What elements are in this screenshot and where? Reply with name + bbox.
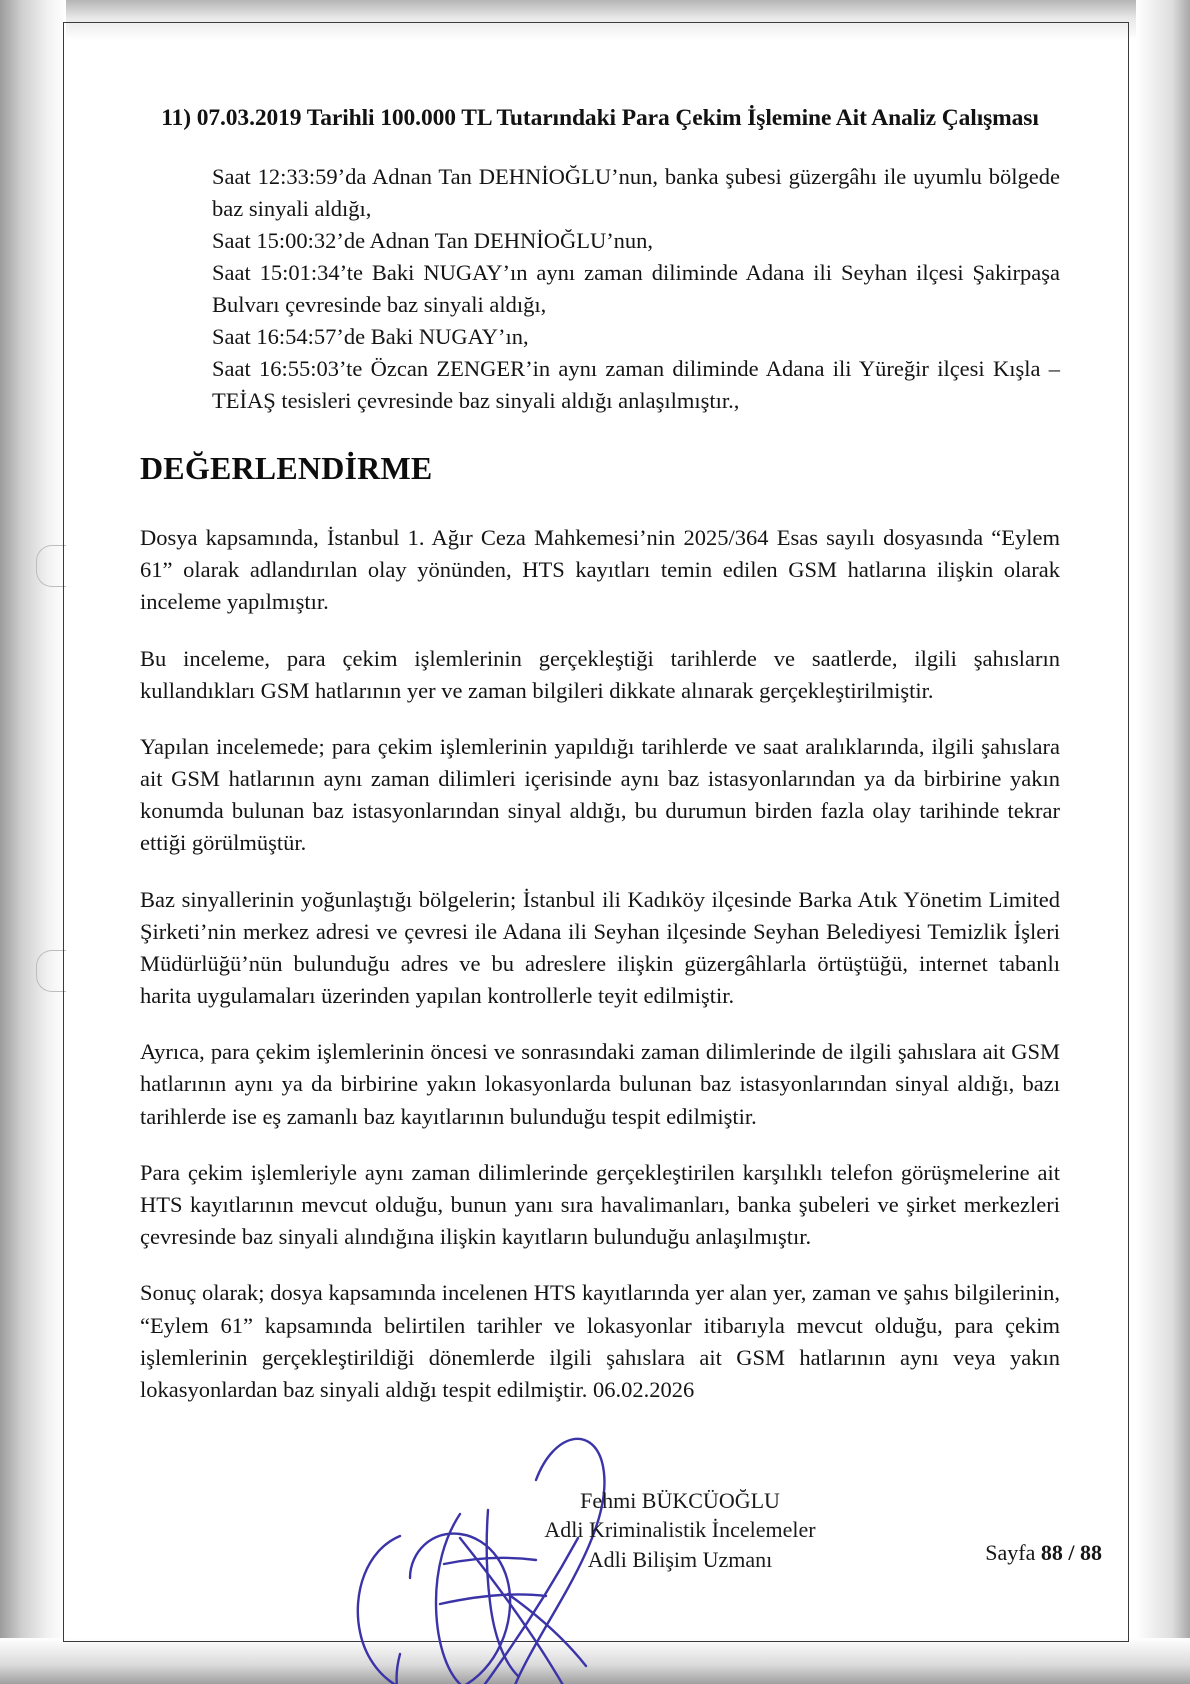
signature-block <box>470 1486 890 1574</box>
signatory-title-line-2: Adli Bilişim Uzmanı <box>587 1546 773 1572</box>
section-heading-degerlendirme: DEĞERLENDİRME <box>140 449 433 486</box>
paragraph: Para çekim işlemleriyle aynı zaman dilimlerinde gerçekleştirilen karşılıklı telefon görüşmelerine ait HTS kayıtlarının mevcut olduğu, bunun yanı sıra havalimanları, banka şubeleri ve şirket merkezleri çevresinde baz sinyali alındığına ilişkin kayıtların bulunduğu anlaşılmıştır. <box>140 1159 1060 1250</box>
paragraph: Sonuç olarak; dosya kapsamında incelenen HTS kayıtlarında yer alan yer, zaman ve şahıs bilgilerinin, “Eylem 61” kapsamında belirtilen tarihler ve lokasyonlar itibarıyla mevcut olduğu, para çekim işlemlerinin gerçekleştirildiği dönemlerde ilgili şahıslara ait GSM hatlarının aynı veya yakın lokasyonlardan baz sinyali aldığı tespit edilmiştir. 06.02.2026 <box>140 1280 1060 1402</box>
footer-page-number: 88 <box>1040 1540 1063 1565</box>
signatory-title-line-1: Adli Kriminalistik İncelemeler <box>544 1517 816 1543</box>
list-item: Saat 16:54:57’de Baki NUGAY’ın, <box>212 324 529 350</box>
page-footer <box>985 1540 1102 1566</box>
scan-shadow-right <box>1136 0 1190 1684</box>
binder-punch-hole-top <box>36 545 66 587</box>
footer-label: Sayfa <box>985 1540 1036 1565</box>
paragraph: Yapılan incelemede; para çekim işlemlerinin yapıldığı tarihlerde ve saat aralıklarında, ilgili şahıslara ait GSM hatlarının aynı zaman dilimleri içerisinde aynı baz istasyonlarından ya da birbirine yakın konumda bulunan baz istasyonlarından sinyal aldığı, bu durumun birden fazla olay tarihinde tekrar ettiği görülmüştür. <box>140 733 1060 856</box>
list-item: Saat 16:55:03’te Özcan ZENGER’in aynı zaman diliminde Adana ili Yüreğir ilçesi Kışla – TEİAŞ tesisleri çevresinde baz sinyali aldığı anlaşılmıştır., <box>212 356 1060 413</box>
paragraph: Ayrıca, para çekim işlemlerinin öncesi ve sonrasındaki zaman dilimlerinde de ilgili şahıslara ait GSM hatlarının aynı ya da birbirine yakın lokasyonlarda bulunan baz istasyonlarından sinyal aldığı, bazı tarihlerde ise eş zamanlı baz kayıtlarının bulunduğu tespit edilmiştir. <box>140 1039 1060 1129</box>
signature-area <box>140 1430 1060 1684</box>
list-item: Saat 15:01:34’te Baki NUGAY’ın aynı zaman diliminde Adana ili Seyhan ilçesi Şakirpaşa Bulvarı çevresinde baz sinyali aldığı, <box>212 260 1060 318</box>
page-title: 11) 07.03.2019 Tarihli 100.000 TL Tutarındaki Para Çekim İşlemine Ait Analiz Çalışması <box>161 105 1039 131</box>
document-content <box>140 104 1060 1684</box>
list-item: Saat 12:33:59’da Adnan Tan DEHNİOĞLU’nun, banka şubesi güzergâhı ile uyumlu bölgede baz sinyali aldığı, <box>212 164 1060 222</box>
footer-separator: / <box>1068 1540 1075 1565</box>
binder-punch-hole-bottom <box>36 950 66 992</box>
paragraph: Bu inceleme, para çekim işlemlerinin gerçekleştiği tarihlerde ve saatlerde, ilgili şahısların kullandıkları GSM hatlarının yer ve zaman bilgileri dikkate alınarak gerçekleştirilmiştir. <box>140 645 1060 703</box>
time-entry-list <box>212 161 1060 417</box>
signatory-name: Fehmi BÜKCÜOĞLU <box>580 1488 780 1514</box>
scan-shadow-top <box>0 0 1190 40</box>
list-item: Saat 15:00:32’de Adnan Tan DEHNİOĞLU’nun, <box>212 228 654 254</box>
paragraph: Dosya kapsamında, İstanbul 1. Ağır Ceza Mahkemesi’nin 2025/364 Esas sayılı dosyasında “Eylem 61” olarak adlandırılan olay yönünden, HTS kayıtları temin edilen GSM hatlarına ilişkin olarak inceleme yapılmıştır. <box>140 525 1060 615</box>
paragraph: Baz sinyallerinin yoğunlaştığı bölgelerin; İstanbul ili Kadıköy ilçesinde Barka Atık Yönetim Limited Şirketi’nin merkez adresi ve çevresi ile Adana ili Seyhan ilçesinde Seyhan Belediyesi Temizlik İşleri Müdürlüğü’nün bulunduğu adres ve bu adreslere ilişkin güzergâhlarla örtüştüğü, internet tabanlı harita uygulamaları üzerinden yapılan kontrollerle teyit edilmiştir. <box>140 886 1060 1009</box>
footer-total-pages: 88 <box>1080 1540 1102 1565</box>
scan-shadow-left <box>0 0 66 1684</box>
